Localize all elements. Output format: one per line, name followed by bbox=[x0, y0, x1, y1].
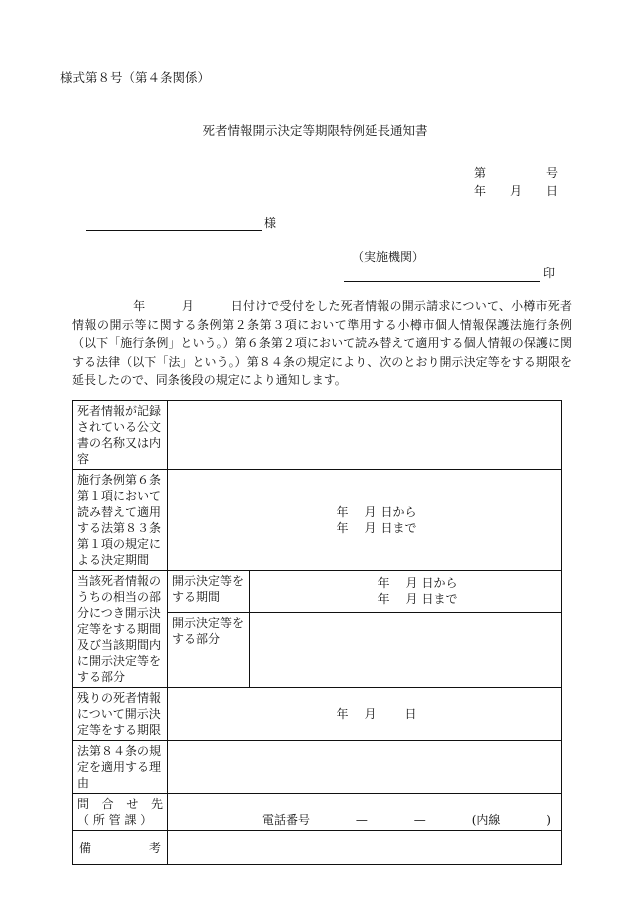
decision-period-from: 年 月 日から bbox=[336, 505, 417, 519]
extension-open: (内線 bbox=[471, 813, 501, 827]
remaining-deadline-value bbox=[168, 688, 562, 741]
table-row bbox=[73, 688, 562, 741]
remaining-deadline-date: 年 月 日 bbox=[336, 707, 417, 721]
date-year: 年 bbox=[474, 184, 487, 198]
decision-period-label: 施行条例第６条第１項において読み替えて適用する法第８３条第１項の規定による決定期間 bbox=[73, 470, 168, 571]
addressee-honorific: 様 bbox=[264, 216, 277, 230]
body-year: 年 bbox=[133, 299, 146, 313]
remaining-deadline-label: 残りの死者情報について開示決定等をする期限 bbox=[73, 688, 168, 741]
body-month: 月 bbox=[181, 299, 195, 313]
remarks-value bbox=[168, 831, 562, 865]
partial-period-value bbox=[250, 571, 562, 613]
partial-period-label: 開示決定等をする期間 bbox=[168, 571, 250, 613]
document-name-value bbox=[168, 401, 562, 470]
number-suffix: 号 bbox=[545, 166, 558, 180]
reason-label: 法第８４条の規定を適用する理由 bbox=[73, 741, 168, 794]
decision-period-value bbox=[168, 470, 562, 571]
document-title: 死者情報開示決定等期限特例延長通知書 bbox=[202, 123, 428, 138]
reason-value bbox=[168, 741, 562, 794]
table-row bbox=[73, 571, 562, 613]
partial-part-value bbox=[250, 612, 562, 687]
notice-table bbox=[72, 400, 562, 865]
partial-period-to: 年 月 日まで bbox=[377, 592, 458, 607]
notice-body bbox=[72, 297, 572, 390]
contact-label-sub: （ 所 管 課 ） bbox=[77, 813, 153, 827]
partial-period-from: 年 月 日から bbox=[377, 576, 458, 591]
table-row bbox=[73, 794, 562, 831]
body-text: 日付けで受付をした死者情報の開示請求について、小樽市死者情報の開示等に関する条例第２条第３項において準用する小樽市個人情報保護法施行条例（以下「施行条例」という。）第６条第２項において読み替えて適用する個人情報の保護に関する法律（以下「法」という。）第８４条の規定により、次のとおり開示決定等をする期限を延長したので、同条後段の規定により通知します。 bbox=[72, 299, 572, 388]
document-date-line bbox=[474, 184, 558, 200]
table-row bbox=[73, 401, 562, 470]
remarks-label: 備 考 bbox=[73, 831, 168, 865]
decision-period-to: 年 月 日まで bbox=[336, 521, 417, 535]
form-label: 様式第８号（第４条関係） bbox=[60, 70, 211, 85]
extension-close: ) bbox=[546, 813, 551, 827]
document-number-line bbox=[474, 166, 558, 182]
contact-value bbox=[168, 794, 562, 831]
phone-dash-1: — bbox=[355, 813, 368, 827]
contact-label-main: 問 合 せ 先 bbox=[77, 797, 163, 811]
phone-row bbox=[172, 812, 557, 828]
phone-label: 電話番号 bbox=[262, 813, 311, 827]
number-prefix: 第 bbox=[474, 166, 487, 180]
seal-mark: 印 bbox=[543, 266, 556, 280]
agency-label: （実施機関） bbox=[352, 250, 425, 264]
table-row bbox=[73, 831, 562, 865]
date-day: 日 bbox=[545, 184, 558, 198]
partial-decision-label: 当該死者情報のうちの相当の部分につき開示決定等をする期間及び当該期間内に開示決定等をする部分 bbox=[73, 571, 168, 688]
date-month: 月 bbox=[509, 184, 522, 198]
table-row bbox=[73, 741, 562, 794]
document-name-label: 死者情報が記録されている公文書の名称又は内容 bbox=[73, 401, 168, 470]
addressee-blank-line bbox=[86, 229, 262, 231]
phone-dash-2: — bbox=[413, 813, 426, 827]
contact-label bbox=[73, 794, 168, 831]
partial-part-label: 開示決定等をする部分 bbox=[168, 612, 250, 687]
agency-blank-line bbox=[344, 280, 540, 282]
table-row bbox=[73, 470, 562, 571]
